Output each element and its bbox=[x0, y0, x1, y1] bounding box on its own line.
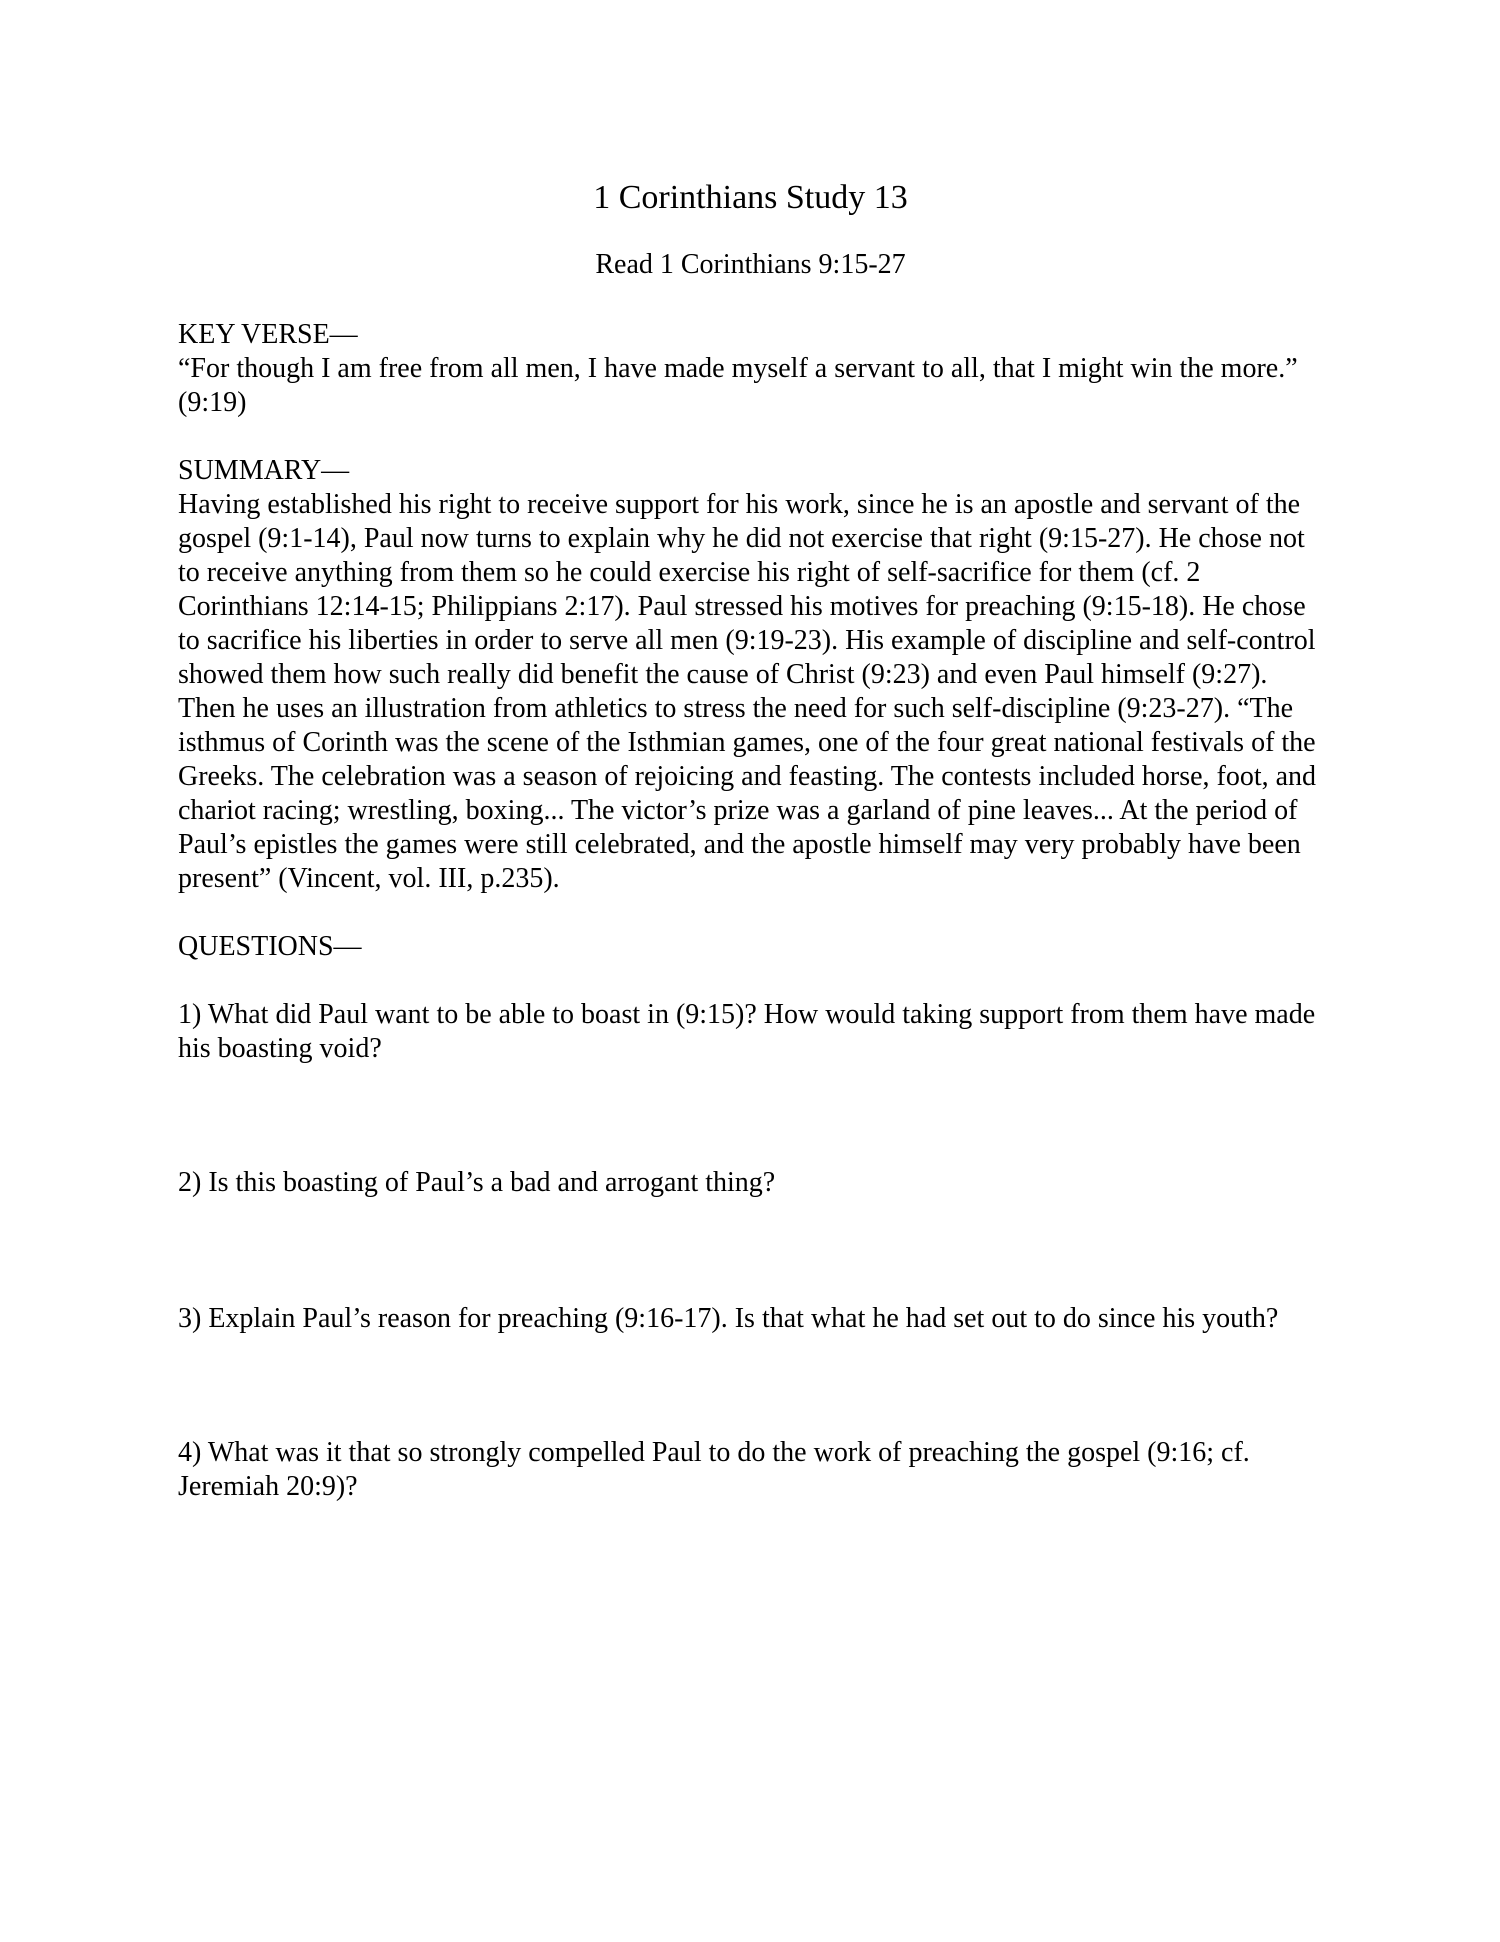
questions-heading: QUESTIONS— bbox=[178, 931, 362, 962]
question-item: 3) Explain Paul’s reason for preaching (9:16-17). Is that what he had set out to do since his youth? bbox=[178, 1303, 1279, 1334]
key-verse-text: “For though I am free from all men, I have made myself a servant to all, that I might win the more.” (9:19) bbox=[178, 353, 1298, 418]
page-title: 1 Corinthians Study 13 bbox=[593, 179, 908, 216]
study-page bbox=[178, 172, 1323, 1504]
reading-reference: Read 1 Corinthians 9:15-27 bbox=[595, 249, 906, 280]
question-item: 1) What did Paul want to be able to boast in (9:15)? How would taking support from them have made his boasting void? bbox=[178, 999, 1316, 1064]
summary-heading: SUMMARY— bbox=[178, 455, 350, 486]
question-item: 4) What was it that so strongly compelled Paul to do the work of preaching the gospel (9:16; cf. Jeremiah 20:9)? bbox=[178, 1437, 1250, 1502]
question-item: 2) Is this boasting of Paul’s a bad and arrogant thing? bbox=[178, 1167, 776, 1198]
summary-text: Having established his right to receive support for his work, since he is an apostle and servant of the gospel (9:1-14), Paul now turns to explain why he did not exercise that right (9:15-27). He chose not to receive anything from them so he could exercise his right of self-sacrifice for them (cf. 2 Corinthians 12:14-15; Philippians 2:17). Paul stressed his motives for preaching (9:15-18). He chose to sacrifice his liberties in order to serve all men (9:19-23). His example of discipline and self-control showed them how such really did benefit the cause of Christ (9:23) and even Paul himself (9:27). Then he uses an illustration from athletics to stress the need for such self-discipline (9:23-27). “The isthmus of Corinth was the scene of the Isthmian games, one of the four great national festivals of the Greeks. The celebration was a season of rejoicing and feasting. The contests included horse, foot, and chariot racing; wrestling, boxing... The victor’s prize was a garland of pine leaves... At the period of Paul’s epistles the games were still celebrated, and the apostle himself may very probably have been present” (Vincent, vol. III, p.235). bbox=[178, 489, 1317, 894]
key-verse-heading: KEY VERSE— bbox=[178, 319, 358, 350]
